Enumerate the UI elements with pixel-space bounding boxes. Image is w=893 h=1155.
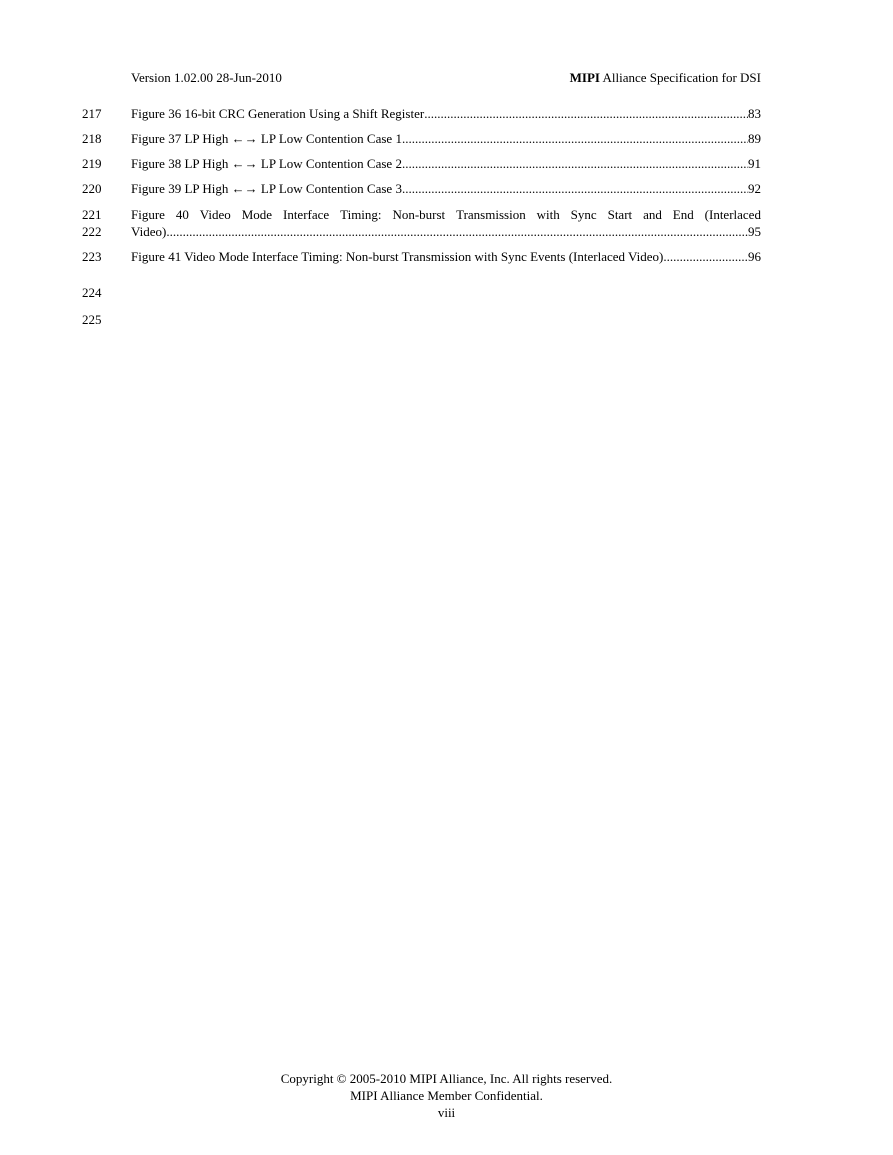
line-number: 223 bbox=[82, 249, 102, 264]
page-number: viii bbox=[437, 1105, 456, 1120]
toc-word: End bbox=[672, 207, 694, 222]
toc-entry-page: 89 bbox=[748, 131, 761, 146]
toc-leader-dots bbox=[663, 249, 748, 265]
toc-entry[interactable] bbox=[131, 249, 761, 265]
header-title-bold: MIPI bbox=[569, 70, 600, 85]
toc-entry-page: 96 bbox=[748, 249, 761, 264]
line-number: 225 bbox=[82, 312, 102, 327]
header-version: Version 1.02.00 28-Jun-2010 bbox=[131, 70, 282, 85]
line-number: 218 bbox=[82, 131, 102, 146]
toc-entry[interactable] bbox=[131, 156, 761, 172]
page-header bbox=[131, 70, 761, 86]
toc-leader-dots bbox=[402, 131, 748, 147]
toc-word: Start bbox=[607, 207, 633, 222]
toc-leader-dots bbox=[166, 224, 748, 240]
line-number: 222 bbox=[82, 224, 102, 239]
toc-word: Timing: bbox=[340, 207, 382, 222]
toc-word: Figure bbox=[131, 207, 165, 222]
toc-word: (Interlaced bbox=[704, 207, 761, 222]
line-number: 221 bbox=[82, 207, 102, 222]
toc-entry-page: 95 bbox=[748, 224, 761, 239]
toc-entry-page: 92 bbox=[748, 181, 761, 196]
toc-word: Sync bbox=[570, 207, 597, 222]
footer-copyright: Copyright © 2005-2010 MIPI Alliance, Inc. All rights reserved. bbox=[280, 1071, 613, 1086]
line-number: 219 bbox=[82, 156, 102, 171]
footer-confidential: MIPI Alliance Member Confidential. bbox=[350, 1088, 543, 1103]
toc-word: Interface bbox=[282, 207, 330, 222]
line-number: 220 bbox=[82, 181, 102, 196]
toc-entry[interactable] bbox=[131, 224, 761, 240]
toc-leader-dots bbox=[402, 156, 748, 172]
toc-word: Mode bbox=[241, 207, 273, 222]
toc-leader-dots bbox=[402, 181, 748, 197]
toc-entry-title: Figure 37 LP High ←→ LP Low Contention Case 1 bbox=[131, 131, 402, 146]
line-number: 224 bbox=[82, 285, 102, 300]
line-number: 217 bbox=[82, 106, 102, 121]
toc-word: 40 bbox=[175, 207, 189, 222]
toc-word: with bbox=[536, 207, 560, 222]
header-title-rest: Alliance Specification for DSI bbox=[599, 70, 761, 85]
toc-entry-title: Figure 38 LP High ←→ LP Low Contention Case 2 bbox=[131, 156, 402, 171]
toc-entry[interactable] bbox=[131, 131, 761, 147]
toc-entry[interactable] bbox=[131, 181, 761, 197]
toc-word: Video bbox=[199, 207, 231, 222]
toc-leader-dots bbox=[424, 106, 748, 122]
toc-entry-page: 91 bbox=[748, 156, 761, 171]
toc-entry[interactable] bbox=[131, 106, 761, 122]
header-title bbox=[570, 70, 761, 86]
toc-entry-title: Figure 36 16-bit CRC Generation Using a Shift Register bbox=[131, 106, 425, 121]
toc-word: Non-burst bbox=[392, 207, 446, 222]
toc-entry-title: Figure 39 LP High ←→ LP Low Contention Case 3 bbox=[131, 181, 402, 196]
toc-entry-wrapped-line[interactable] bbox=[131, 207, 761, 223]
toc-word: and bbox=[643, 207, 662, 222]
toc-entry-title: Figure 41 Video Mode Interface Timing: Non-burst Transmission with Sync Events (Interlaced Video) bbox=[131, 249, 664, 264]
toc-word: Transmission bbox=[456, 207, 526, 222]
toc-entry-page: 83 bbox=[748, 106, 761, 121]
toc-entry-title: Video) bbox=[131, 224, 167, 239]
